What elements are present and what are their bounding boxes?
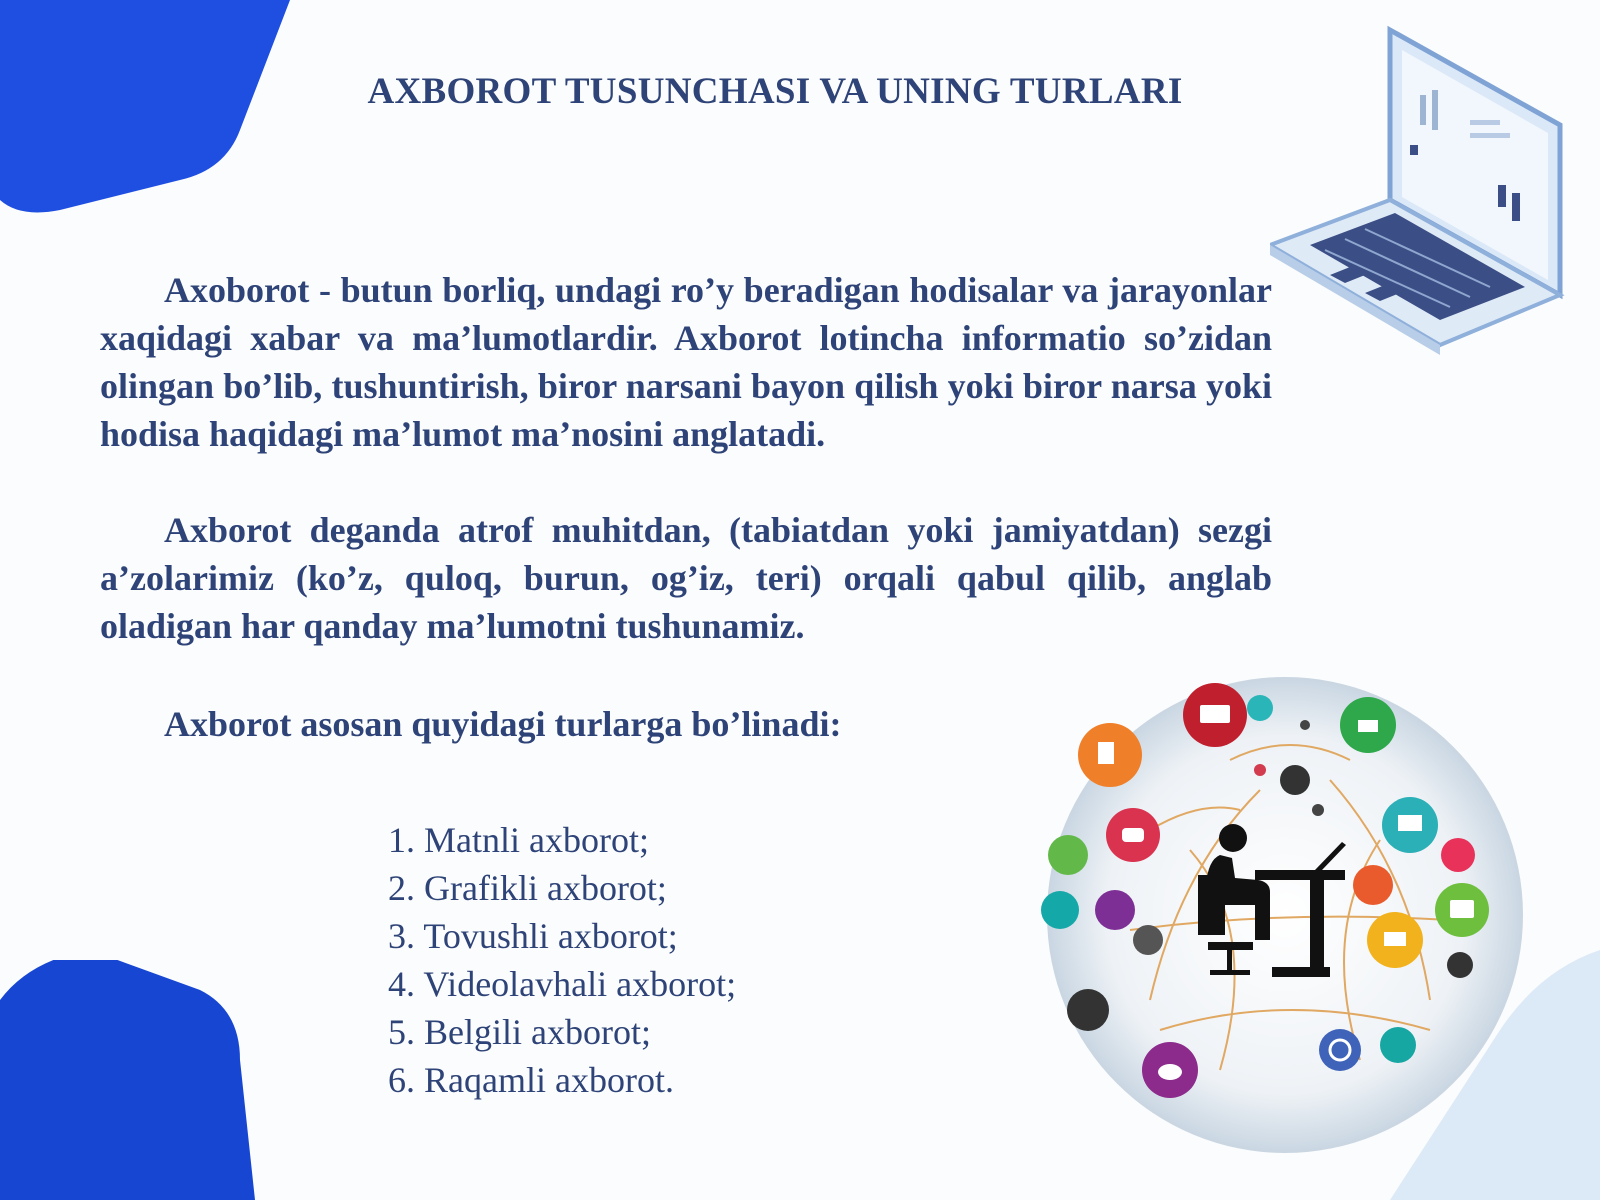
- laptop-icon: [1270, 25, 1580, 375]
- list-item: 2. Grafikli axborot;: [388, 868, 667, 908]
- paragraph-perception: Axborot deganda atrof muhitdan, (tabiatdan yoki jamiyatdan) sezgi a’zolarimiz (ko’z, quloq, burun, og’iz, teri) orqali qabul qilib, anglab oladigan har qanday ma’lumotni tushunamiz.: [100, 510, 1272, 646]
- types-list: [388, 816, 736, 1104]
- page-title: AXBOROT TUSUNCHASI VA UNING TURLARI: [367, 71, 1183, 112]
- list-item: 6. Raqamli axborot.: [388, 1060, 674, 1100]
- decor-shape-bottom-left: [0, 960, 260, 1200]
- types-intro: Axborot asosan quyidagi turlarga bo’linadi:: [164, 704, 842, 744]
- network-illustration-icon: [1030, 670, 1550, 1170]
- list-item: 1. Matnli axborot;: [388, 820, 649, 860]
- paragraph-definition: Axoborot - butun borliq, undagi ro’y beradigan hodisalar va jarayonlar xaqidagi xabar va ma’lumotlardir. Axborot lotincha informatio so’zidan olingan bo’lib, tushuntirish, biror narsani bayon qilish yoki biror narsa yoki hodisa haqidagi ma’lumot ma’nosini anglatadi.: [100, 270, 1272, 454]
- list-item: 4. Videolavhali axborot;: [388, 964, 737, 1004]
- list-item: 3. Tovushli axborot;: [388, 916, 678, 956]
- list-item: 5. Belgili axborot;: [388, 1012, 651, 1052]
